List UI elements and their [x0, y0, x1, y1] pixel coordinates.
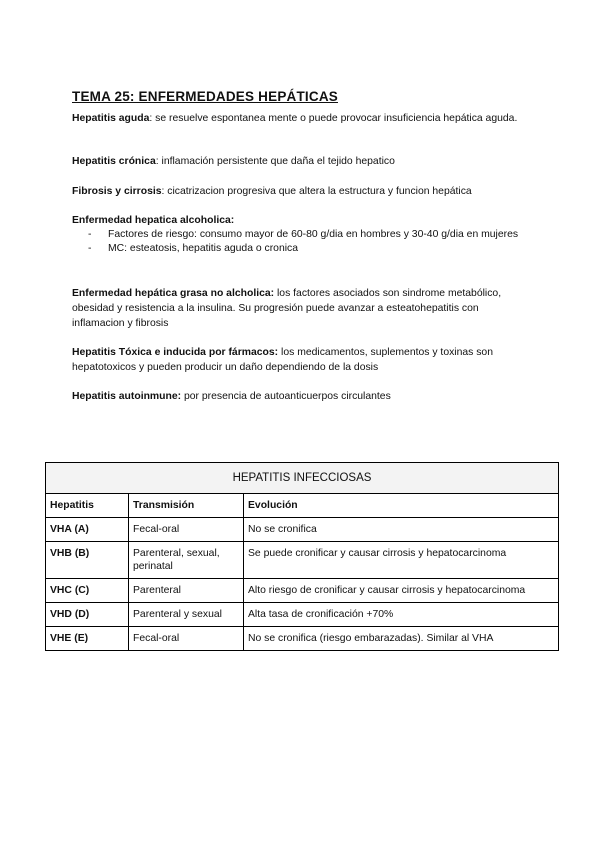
table-cell: Parenteral, sexual, perinatal — [129, 542, 244, 579]
table-row — [46, 603, 559, 627]
dash-bullet: - — [88, 243, 92, 254]
table-cell: No se cronifica (riesgo embarazadas). Similar al VHA — [244, 627, 559, 651]
column-header: Hepatitis — [46, 494, 129, 518]
list-item — [88, 242, 528, 256]
section-toxic-hepatitis — [72, 345, 532, 375]
dash-bullet: - — [88, 229, 92, 240]
section-chronic-hepatitis: Hepatitis crónica: inflamación persistente que daña el tejido hepatico — [72, 156, 395, 167]
section-nafld — [72, 286, 532, 331]
table-header-row — [46, 494, 559, 518]
section-text: inflamación persistente que daña el tejido hepatico — [161, 156, 395, 167]
page-title: TEMA 25: ENFERMEDADES HEPÁTICAS — [72, 89, 338, 104]
list-item-text: Factores de riesgo: consumo mayor de 60-80 g/dia en hombres y 30-40 g/dia en mujeres — [108, 229, 519, 240]
table-cell: Alta tasa de cronificación +70% — [244, 603, 559, 627]
table-row — [46, 542, 559, 579]
section-text: por presencia de autoanticuerpos circulantes — [184, 391, 391, 402]
section-text: se resuelve espontanea mente o puede provocar insuficiencia hepática aguda. — [155, 113, 518, 124]
section-term: Hepatitis autoinmune: — [72, 391, 182, 402]
column-header: Evolución — [244, 494, 559, 518]
table-cell: Parenteral — [129, 579, 244, 603]
table-cell: No se cronifica — [244, 518, 559, 542]
table-row — [46, 579, 559, 603]
table-title-row — [46, 463, 559, 494]
table-cell: Fecal-oral — [129, 627, 244, 651]
section-autoimmune-hepatitis — [72, 389, 532, 404]
table-row — [46, 518, 559, 542]
section-term: Hepatitis aguda — [72, 113, 150, 124]
section-text: los medicamentos, suplementos y toxinas son hepatotoxicos y pueden producir un daño dependiendo de la dosis — [72, 347, 493, 373]
section-acute-hepatitis: Hepatitis aguda: se resuelve espontanea mente o puede provocar insuficiencia hepática aguda. — [72, 113, 518, 124]
section-term: Fibrosis y cirrosis — [72, 186, 162, 197]
section-text: los factores asociados son sindrome metabólico, obesidad y resistencia a la insulina. Su progresión puede avanzar a esteatohepatitis con inflamacion y fibrosis — [72, 288, 502, 329]
infectious-hepatitis-table — [45, 462, 559, 651]
table-cell: Parenteral y sexual — [129, 603, 244, 627]
table-cell: Alto riesgo de cronificar y causar cirrosis y hepatocarcinoma — [244, 579, 559, 603]
column-header: Transmisión — [129, 494, 244, 518]
table-cell: VHE (E) — [46, 627, 129, 651]
table-cell: VHC (C) — [46, 579, 129, 603]
table-cell: Se puede cronificar y causar cirrosis y hepatocarcinoma — [244, 542, 559, 579]
table-cell: VHD (D) — [46, 603, 129, 627]
table-cell: VHB (B) — [46, 542, 129, 579]
alcoholic-bullet-list — [88, 228, 528, 256]
section-text: cicatrizacion progresiva que altera la estructura y funcion hepática — [167, 186, 472, 197]
section-alcoholic-liver-disease — [72, 213, 532, 228]
table-cell: VHA (A) — [46, 518, 129, 542]
table-cell: Fecal-oral — [129, 518, 244, 542]
list-item — [88, 228, 528, 242]
list-item-text: MC: esteatosis, hepatitis aguda o cronica — [108, 243, 299, 254]
section-term: Hepatitis crónica — [72, 156, 156, 167]
section-term: Enfermedad hepática grasa no alcholica: — [72, 288, 275, 299]
section-term: Enfermedad hepatica alcoholica: — [72, 215, 235, 226]
section-fibrosis-cirrhosis: Fibrosis y cirrosis: cicatrizacion progresiva que altera la estructura y funcion hepática — [72, 186, 472, 197]
table-row — [46, 627, 559, 651]
table-title: HEPATITIS INFECCIOSAS — [46, 463, 559, 494]
section-term: Hepatitis Tóxica e inducida por fármacos: — [72, 347, 279, 358]
